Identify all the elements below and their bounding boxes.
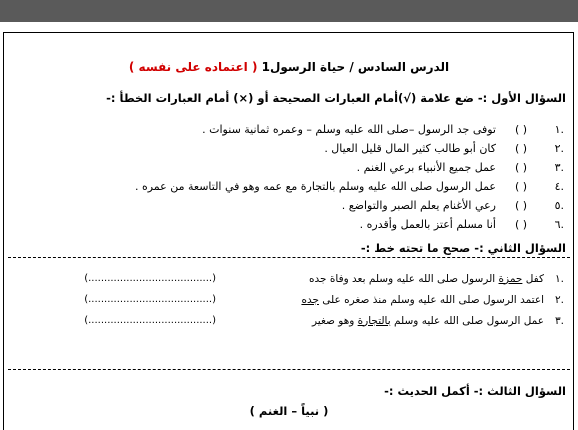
sentence-part: كفل bbox=[522, 272, 544, 285]
word-bank: ( نبياً – الغنم ) bbox=[249, 404, 329, 418]
answer-box[interactable]: ( ) bbox=[514, 123, 528, 136]
answer-box[interactable]: ( ) bbox=[514, 142, 528, 155]
sentence-text bbox=[244, 315, 544, 327]
correction-blank[interactable]: (.......................................) bbox=[84, 315, 216, 326]
question-3-heading: السؤال الثالث :- أكمل الحديث :- bbox=[384, 384, 566, 398]
item-number: .٥ bbox=[554, 199, 564, 212]
underlined-word: جده bbox=[301, 293, 319, 306]
list-item bbox=[4, 139, 564, 158]
item-number: .٤ bbox=[554, 180, 564, 193]
lesson-topic: حياة الرسول1 bbox=[261, 60, 346, 74]
correction-blank[interactable]: (.......................................) bbox=[84, 294, 216, 305]
list-item bbox=[4, 310, 564, 331]
statement-text: توفى جد الرسول –صلى الله عليه وسلم – وعمره ثمانية سنوات . bbox=[202, 123, 496, 136]
statement-text: عمل جميع الأنبياء برعي الغنم . bbox=[356, 161, 496, 174]
underlined-word: بالتجارة bbox=[357, 314, 391, 327]
statement-text: أنا مسلم أعتز بالعمل وأقدره . bbox=[359, 218, 496, 231]
sentence-text bbox=[244, 273, 544, 285]
lesson-label: الدرس السادس / bbox=[349, 60, 450, 74]
list-item bbox=[4, 268, 564, 289]
correction-blank[interactable]: (.......................................) bbox=[84, 273, 216, 284]
list-item bbox=[4, 196, 564, 215]
item-number: .٣ bbox=[554, 161, 564, 174]
sentence-part: عمل الرسول صلى الله عليه وسلم bbox=[390, 314, 544, 327]
answer-box[interactable]: ( ) bbox=[514, 199, 528, 212]
sentence-part: الرسول صلى الله عليه وسلم بعد وفاة جده bbox=[309, 272, 499, 285]
statement-text: رعي الأغنام يعلم الصبر والتواضع . bbox=[341, 199, 496, 212]
lesson-theme: ( اعتماده على نفسه ) bbox=[128, 60, 258, 74]
item-number: .٣ bbox=[555, 314, 564, 327]
statement-text: عمل الرسول صلى الله عليه وسلم بالتجارة مع عمه وهو في التاسعة من عمره . bbox=[134, 180, 496, 193]
true-false-list bbox=[4, 120, 564, 234]
top-bar bbox=[0, 0, 578, 22]
list-item bbox=[4, 289, 564, 310]
item-number: .٢ bbox=[554, 142, 564, 155]
list-item bbox=[4, 158, 564, 177]
lesson-title bbox=[0, 60, 578, 74]
statement-text: كان أبو طالب كثير المال قليل العيال . bbox=[324, 142, 496, 155]
underlined-word: حمزة bbox=[498, 272, 523, 285]
list-item bbox=[4, 120, 564, 139]
answer-box[interactable]: ( ) bbox=[514, 180, 528, 193]
item-number: .١ bbox=[555, 272, 564, 285]
section-divider bbox=[8, 257, 570, 258]
question-2-heading: السؤال الثاني :- صحح ما تحته خط :- bbox=[360, 241, 566, 255]
item-number: .٦ bbox=[554, 218, 564, 231]
sentence-part: اعتمد الرسول صلى الله عليه وسلم منذ صغره على bbox=[318, 293, 544, 306]
sentence-part: وهو صغير bbox=[311, 314, 358, 327]
item-number: .٢ bbox=[555, 293, 564, 306]
item-number: .١ bbox=[554, 123, 564, 136]
list-item bbox=[4, 215, 564, 234]
correction-list bbox=[4, 268, 564, 331]
section-divider bbox=[8, 369, 570, 370]
sentence-text bbox=[244, 294, 544, 306]
question-1-heading: السؤال الأول :- ضع علامة (√)أمام العبارات الصحيحة أو (×) أمام العبارات الخطأ :- bbox=[106, 91, 566, 105]
list-item bbox=[4, 177, 564, 196]
answer-box[interactable]: ( ) bbox=[514, 218, 528, 231]
answer-box[interactable]: ( ) bbox=[514, 161, 528, 174]
